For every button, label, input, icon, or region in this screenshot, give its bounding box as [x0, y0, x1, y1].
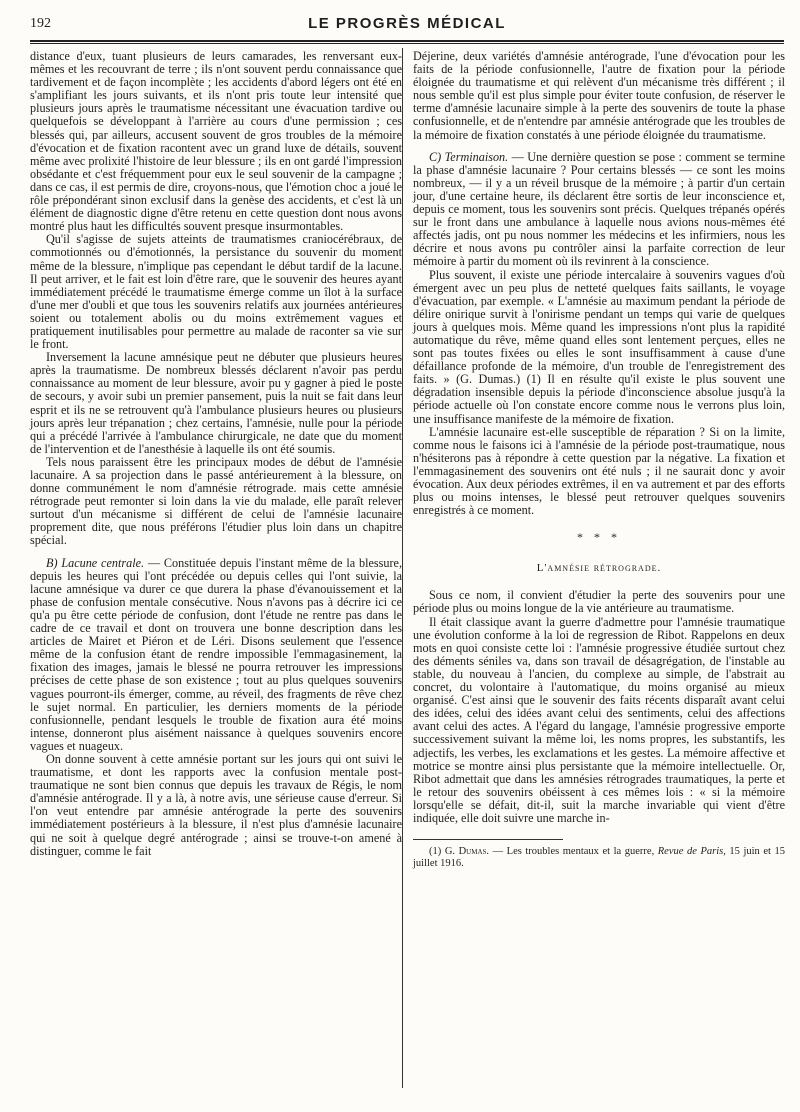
paragraph-text: — Constituée depuis l'instant même de la blessure, depuis les heures qui l'ont précédée ou depuis celles qui l'ont suivie, la lacune amnésique va durer ce que durera la phase d'évanouissement et la phase de confusion mentale consécutive. Nous n'avons pas à décrire ici ce qu'a pu être cette période de confusion, dont l'étude ne rentre pas dans le cadre de ce travail et dont on trouvera une bonne description dans les articles de Mairet et Piéron et de Léri. Disons seulement que l'essence même de la confusion étant de rendre impossible l'emmagasinement, la fixation des images, jamais le blessé ne pourra retrouver les impressions précises de cette phase de son existence ; tout au plus quelques souvenirs vagues pourront-ils émerger, comme, au réveil, des fragments de rêve chez le sujet normal. En particulier, les derniers moments de la période confusionnelle, pendant lesquels le trouble de fixation aura été moins intense, donneront plus aisément naissance à quelques souvenirs encore vagues et nuageux.	[30, 555, 402, 753]
footnote-journal: Revue de Paris,	[657, 846, 726, 858]
paragraph: On donne souvent à cette amnésie portant sur les jours qui ont suivi le traumatisme, et dont les rapports avec la confusion mentale post-traumatique ne sont bien connus que depuis les travaux de Régis, le nom d'amnésie antérograde. Il y a là, à notre avis, une sérieuse cause d'erreur. Si l'on veut entendre par amnésie antérograde la perte des souvenirs immédiatement postérieurs à la blessure, il n'est plus d'amnésie lacunaire qui ne soit à quelque degré antérograde ; ainsi se trouve-t-on amené à distinguer, comme le fait	[30, 751, 402, 858]
journal-title: LE PROGRÈS MÉDICAL	[308, 15, 506, 32]
header-rule	[30, 40, 784, 44]
paragraph: Qu'il s'agisse de sujets atteints de traumatismes craniocérébraux, de commotionnés ou d'émotionnés, la persistance du souvenir du moment même de la blessure, n'implique pas cependant le début tardif de la lacune. Il peut arriver, et le fait est loin d'être rare, que le souvenir des heures ayant immédiatement précédé le traumatisme émerge comme un îlot à la surface d'une mer d'oubli et que tous les souvenirs relatifs aux journées antérieures soient ou totalement abolis ou du moins extrêmement vagues et pratiquement inutilisables pour permettre au malade de raconter sa vie sur le front.	[30, 232, 402, 352]
paragraph: Déjerine, deux variétés d'amnésie antérograde, l'une d'évocation pour les faits de la période confusionnelle, l'autre de fixation pour la période éloignée du traumatisme et qui relèvent d'un mécanisme très différent ; il nous semble qu'il est plus simple pour éviter toute confusion, de réserver le terme d'amnésie lacunaire simple à la perte des souvenirs de toute la phase confusionnelle, et de n'entendre par amnésie antérograde que les troubles de la mémoire de fixation constatés à une période éloignée du traumatisme.	[413, 49, 785, 142]
paragraph: Il était classique avant la guerre d'admettre pour l'amnésie traumatique une évolution conforme à la loi de regression de Ribot. Rappelons en deux mots en quoi consiste cette loi : l'amnésie progressive étudiée surtout chez des déments séniles va, dans son travail de désagrégation, de l'instable au stable, du nouveau à l'ancien, du complexe au simple, de l'abstrait au concret, du volontaire à l'automatique, du moins organisé au mieux organisé. C'est ainsi que le souvenir des faits récents disparaît avant celui des idées, celui des idées avant celui des sentiments, celui des affections avant celui des actes. A l'égard du langage, l'amnésie progressive emporte successivement suivant la même loi, les noms propres, les substantifs, les adjectifs, les verbes, les exclamations et les gestes. La mémoire affective et motrice se montre ainsi plus persistante que la mémoire intellectuelle. Or, Ribot admettait que dans les amnésies rétrogrades traumatiques, la perte et le retour des souvenirs obéissent à ces mêmes lois : « si la mémoire lorsqu'elle se défait, dit-il, suit la marche invariable qui vient d'être indiquée, elle doit suivre une marche in-	[413, 614, 785, 825]
footnote-date: 15 juin et 15 juillet 1916.	[413, 846, 785, 870]
page-header	[30, 14, 784, 36]
paragraph: Tels nous paraissent être les principaux modes de début de l'amnésie lacunaire. A sa projection dans le passé antérieurement à la blessure, on donne communément le nom d'amnésie rétrograde. mais cette amnésie rétrograde peut remonter si loin dans la vie du malade, elle paraît relever surtout d'un mécanisme si différent de celui de l'amnésie lacunaire proprement dite, que nous préférons l'étudier plus loin dans un chapitre spécial.	[30, 454, 402, 548]
paragraph-text: — Une dernière question se pose : comment se termine la phase d'amnésie lacunaire ? Pour certains blessés — ce sont les moins nombreux, — il y a un réveil brusque de la mémoire ; à partir d'un certain jour, d'une certaine heure, ils déclarent être sortis de leur inconscience et, depuis ce moment, tous les souvenirs sont précis. Quelques trépanés opérés sur le front dans une ambulance à laquelle nous avions nous-mêmes été affectés jadis, ont pu nous nommer les médecins et les infirmiers, nous les décrire et nous avons pu contrôler ainsi la parfaite correction de leur mémoire à partir du moment où ils revinrent à la conscience.	[413, 149, 785, 269]
paragraph: Sous ce nom, il convient d'étudier la perte des souvenirs pour une période plus ou moins longue de la vie antérieure au traumatisme.	[413, 588, 785, 616]
footnote-rule	[413, 839, 563, 840]
footnote	[413, 846, 785, 870]
page-number: 192	[30, 16, 51, 31]
paragraph: distance d'eux, tuant plusieurs de leurs camarades, les renversant eux-mêmes et les recouvrant de terre ; ils n'ont souvent perdu connaissance que tardivement et de façon incomplète ; les accidents d'abord légers ont été en s'amplifiant les jours suivants, et ils n'ont pris toute leur intensité que plusieurs jours après le traumatisme nécessitant une évacuation tardive ou quelquefois se développant à l'arrière au cours d'une permission ; ces blessés qui, par ailleurs, accusent souvent de gros troubles de la mémoire d'évocation et de fixation racontent avec un grand luxe de détails, souvent même avec prolixité l'histoire de leur blessure ; ils en ont gardé l'impression obsédante et c'est fréquemment pour eux le seul souvenir de la campagne ; dans ce cas, il est permis de dire, croyons-nous, que l'émotion choc a joué le rôle prépondérant sinon exclusif dans la genèse des accidents, et c'est là un élément de diagnostic digne d'être retenu en cette question dont nous avons montré plus haut les difficultés souvent presque insurmontables.	[30, 49, 402, 234]
right-column	[413, 50, 785, 870]
footnote-author: G. Dumas.	[444, 846, 490, 858]
subsection-label: C) Terminaison.	[429, 149, 509, 164]
paragraph-terminaison	[413, 151, 785, 269]
asterism: * * *	[577, 530, 621, 545]
paragraph: L'amnésie lacunaire est-elle susceptible de réparation ? Si on la limite, comme nous le faisons ici à l'amnésie de la période post-traumatique, nous n'hésiterons pas à répondre à cette question par la négative. La fixation et l'emmagasinement des souvenirs ont été nuls ; il ne saurait donc y avoir évocation. Aux deux périodes extrêmes, il en va autrement et par des efforts plus ou moins intenses, le blessé peut retrouver quelques souvenirs enregistrés à ce moment.	[413, 424, 785, 518]
subsection-label: B) Lacune centrale.	[46, 555, 145, 570]
paragraph: Plus souvent, il existe une période intercalaire à souvenirs vagues d'où émergent avec un peu plus de netteté quelques faits saillants, le voyage d'évacuation, par exemple. « L'amnésie au maximum pendant la période de délire onirique survit à l'onirisme pendant un temps qui varie de quelques jours à quelques mois. Même quand les impressions n'ont plus la rapidité automatique du rêve, même quand elles sont lentement perçues, elles ne sont pas toutes fixées ou elles le sont insuffisamment à cause d'une défaillance profonde de la mémoire, d'un trouble de l'enregistrement des faits. » (G. Dumas.) (1) Il en résulte qu'il existe le plus souvent une dégradation insensible depuis la période d'inconscience absolue jusqu'à la période actuelle où l'on constate encore comme nous le verrons plus loin, une insuffisance manifeste de la mémoire de fixation.	[413, 267, 785, 426]
footnote-marker: (1)	[429, 846, 445, 858]
column-divider	[402, 48, 403, 1088]
paragraph-lacune-centrale	[30, 557, 402, 753]
left-column	[30, 50, 402, 858]
section-heading: L'amnésie rétrograde.	[536, 562, 662, 575]
footnote-text: — Les troubles mentaux et la guerre,	[489, 846, 658, 858]
paragraph: Inversement la lacune amnésique peut ne débuter que plusieurs heures après la traumatisme. De nombreux blessés déclarent n'avoir pas perdu connaissance au moment de leur blessure, avoir pu y gagner à pied le poste de secours, y avoir subi un premier pansement, puis la nuit se fait dans leur esprit et ils ne se retrouvent qu'à l'ambulance plusieurs heures ou plusieurs jours après leur trépanation ; chez certains, l'amnésie, nulle pour la période qui a précédé l'arrivée à l'ambulance chirurgicale, ne date que du moment de l'intervention et de l'anesthésie à laquelle ils ont été soumis.	[30, 350, 402, 456]
